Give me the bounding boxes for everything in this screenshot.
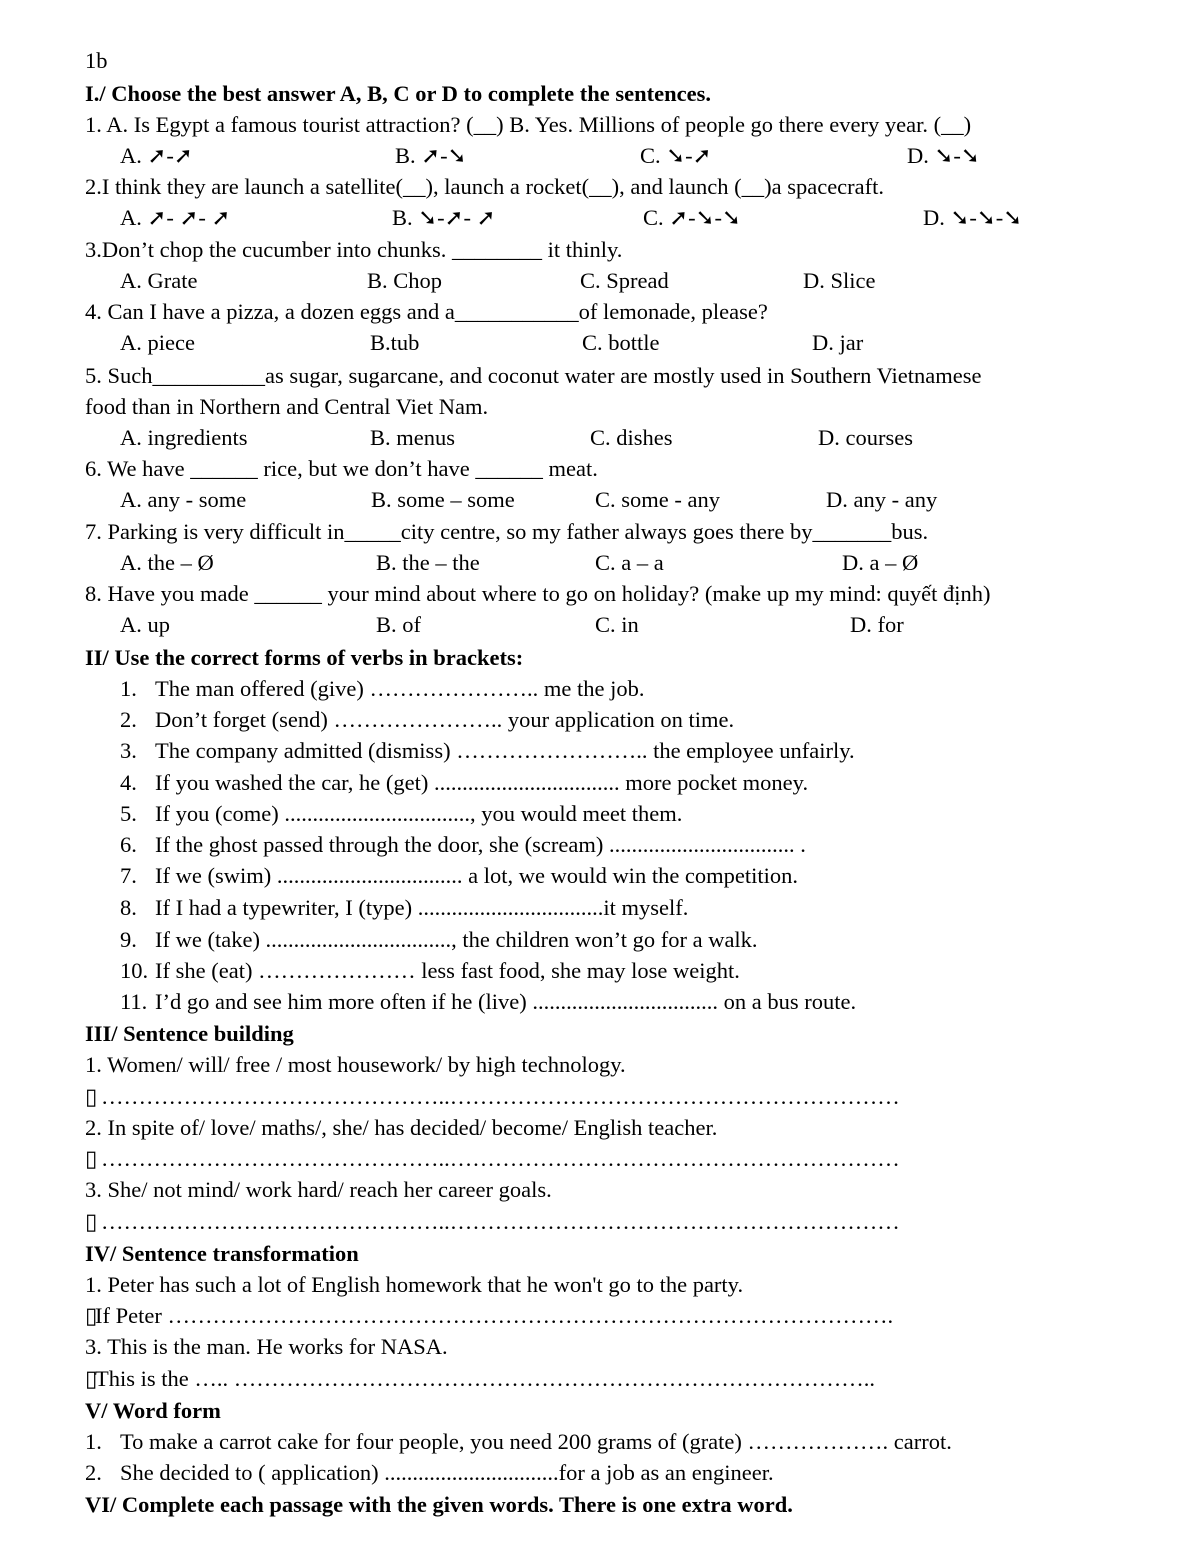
option-b: B.tub bbox=[370, 330, 420, 355]
option-d: D. a – Ø bbox=[842, 550, 919, 575]
option-c: C. dishes bbox=[590, 425, 673, 450]
option-a: A. the – Ø bbox=[120, 550, 214, 575]
answer-line: ▯ ………………………………………..…………………………………………………… bbox=[85, 1081, 1085, 1112]
question-3-options bbox=[120, 265, 1120, 296]
section-6-heading: VI/ Complete each passage with the given words. There is one extra word. bbox=[85, 1492, 793, 1517]
option-d: D. ➘-➘ bbox=[907, 143, 980, 168]
option-c: C. bottle bbox=[582, 330, 660, 355]
answer-line: ▯ This is the ….. ………………………………………………………………………….. bbox=[85, 1363, 1085, 1394]
option-c: C. in bbox=[595, 612, 639, 637]
option-d: D. for bbox=[850, 612, 904, 637]
bullet-icon: ▯ bbox=[85, 1084, 98, 1109]
question-1-options bbox=[120, 140, 1120, 171]
sentence-building-2: 2. In spite of/ love/ maths/, she/ has decided/ become/ English teacher. bbox=[85, 1115, 718, 1140]
question-1: 1. A. Is Egypt a famous tourist attraction? (__) B. Yes. Millions of people go there every year. (__) bbox=[85, 112, 972, 137]
section-1-heading: I./ Choose the best answer A, B, C or D to complete the sentences. bbox=[85, 81, 711, 106]
option-b: B. ➚-➘ bbox=[395, 143, 467, 168]
section-2-heading: II/ Use the correct forms of verbs in brackets: bbox=[85, 645, 524, 670]
option-d: D. jar bbox=[812, 330, 864, 355]
option-b: B. some – some bbox=[371, 487, 515, 512]
sentence-building-3: 3. She/ not mind/ work hard/ reach her career goals. bbox=[85, 1177, 552, 1202]
question-8: 8. Have you made ______ your mind about where to go on holiday? (make up my mind: quyết định) bbox=[85, 581, 991, 606]
page-label: 1b bbox=[85, 48, 108, 73]
question-6-options bbox=[120, 484, 1120, 515]
bullet-icon: ▯ bbox=[85, 1209, 98, 1234]
answer-line: ▯ If Peter ……………………………………………………………………………………. bbox=[85, 1300, 1085, 1331]
question-5-line-2: food than in Northern and Central Viet Nam. bbox=[85, 394, 489, 419]
question-8-options bbox=[120, 609, 1120, 640]
question-5-line-1: 5. Such__________as sugar, sugarcane, and coconut water are mostly used in Southern Vietnamese bbox=[85, 363, 982, 388]
section-4-heading: IV/ Sentence transformation bbox=[85, 1241, 359, 1266]
question-4-options bbox=[120, 327, 1120, 358]
option-a: A. up bbox=[120, 612, 170, 637]
bullet-icon: ▯ bbox=[85, 1303, 98, 1328]
transformation-1: 1. Peter has such a lot of English homework that he won't go to the party. bbox=[85, 1272, 744, 1297]
option-d: D. courses bbox=[818, 425, 913, 450]
option-b: B. ➘-➚- ➚ bbox=[392, 205, 496, 230]
option-a: A. Grate bbox=[120, 268, 198, 293]
option-a: A. ingredients bbox=[120, 425, 248, 450]
option-b: B. of bbox=[376, 612, 421, 637]
option-d: D. ➘-➘-➘ bbox=[923, 205, 1023, 230]
question-7-options bbox=[120, 547, 1120, 578]
question-5-options bbox=[120, 422, 1120, 453]
option-c: C. ➘-➚ bbox=[640, 143, 712, 168]
question-2-options bbox=[120, 202, 1120, 233]
section-3-heading: III/ Sentence building bbox=[85, 1021, 294, 1046]
option-b: B. Chop bbox=[367, 268, 443, 293]
transformation-3: 3. This is the man. He works for NASA. bbox=[85, 1334, 448, 1359]
option-c: C. some - any bbox=[595, 487, 720, 512]
question-3: 3.Don’t chop the cucumber into chunks. ________ it thinly. bbox=[85, 237, 623, 262]
bullet-icon: ▯ bbox=[85, 1366, 98, 1391]
answer-line: ▯ ………………………………………..…………………………………………………… bbox=[85, 1143, 1085, 1174]
option-a: A. piece bbox=[120, 330, 195, 355]
option-d: D. any - any bbox=[826, 487, 938, 512]
question-6: 6. We have ______ rice, but we don’t have ______ meat. bbox=[85, 456, 598, 481]
option-b: B. the – the bbox=[376, 550, 480, 575]
option-a: A. any - some bbox=[120, 487, 247, 512]
answer-line: ▯ ………………………………………..…………………………………………………… bbox=[85, 1206, 1085, 1237]
sentence-building-1: 1. Women/ will/ free / most housework/ by high technology. bbox=[85, 1052, 626, 1077]
option-c: C. Spread bbox=[580, 268, 669, 293]
option-c: C. a – a bbox=[595, 550, 664, 575]
option-a: A. ➚- ➚- ➚ bbox=[120, 205, 231, 230]
question-4: 4. Can I have a pizza, a dozen eggs and a___________of lemonade, please? bbox=[85, 299, 768, 324]
option-a: A. ➚-➚ bbox=[120, 143, 193, 168]
option-c: C. ➚-➘-➘ bbox=[643, 205, 741, 230]
section-5-heading: V/ Word form bbox=[85, 1398, 221, 1423]
option-b: B. menus bbox=[370, 425, 456, 450]
question-2: 2.I think they are launch a satellite(__), launch a rocket(__), and launch (__)a spacecraft. bbox=[85, 174, 885, 199]
bullet-icon: ▯ bbox=[85, 1146, 98, 1171]
option-d: D. Slice bbox=[803, 268, 876, 293]
question-7: 7. Parking is very difficult in_____city centre, so my father always goes there by_______bus. bbox=[85, 519, 929, 544]
